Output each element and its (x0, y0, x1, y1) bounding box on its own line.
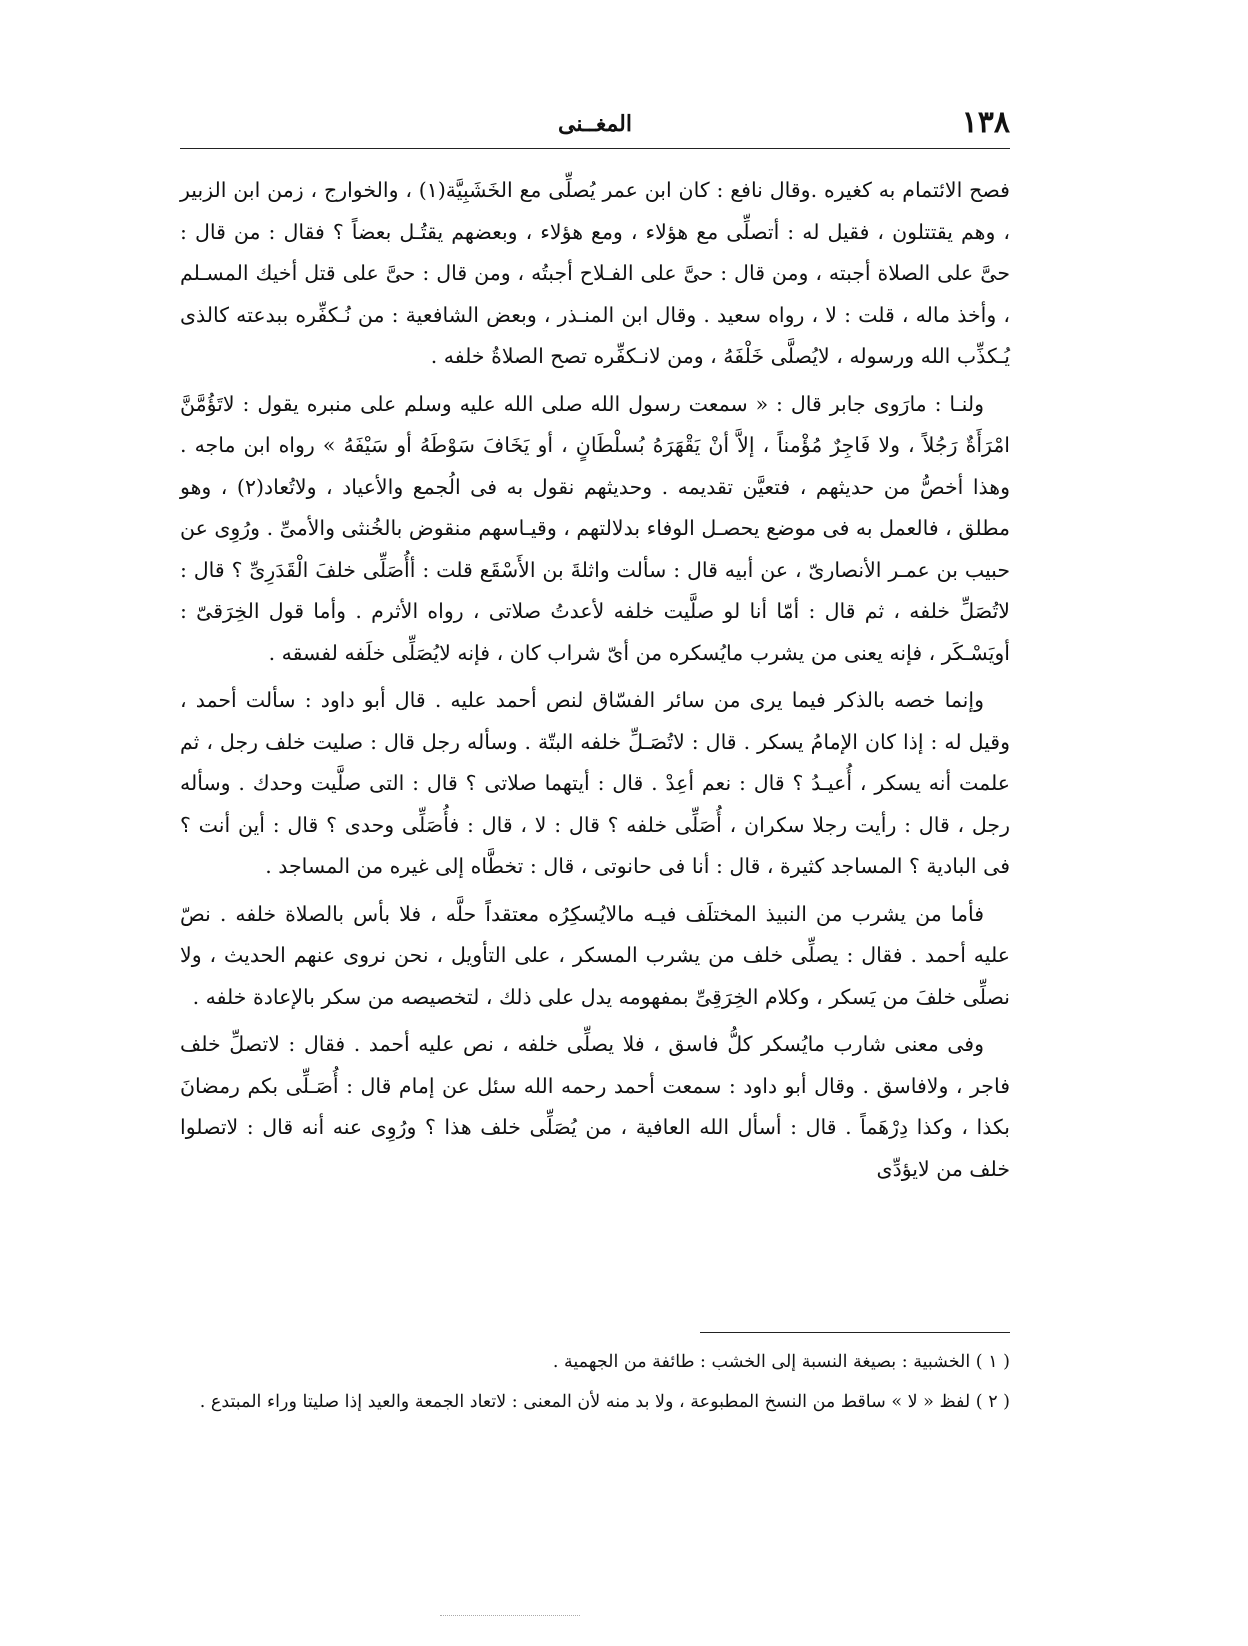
paragraph: فصح الائتمام به كغيره .وقال نافع : كان ابن عمر يُصلِّى مع الخَشَبِيَّة(١) ، والخوارج ، زمن ابن الزبير ، وهم يقتتلون ، فقيل له : أتصلِّى مع هؤلاء ، ومع هؤلاء ، وبعضهم يقتُـل بعضاً ؟ فقال : من قال : حىَّ على الصلاة أجبته ، ومن قال : حىَّ على الفـلاح أجبتُه ، ومن قال : حىَّ على قتل أخيك المسـلم ، وأخذ ماله ، قلت : لا ، رواه سعيد . وقال ابن المنـذر ، وبعض الشافعية : من نُـكفِّره ببدعته كالذى يُـكذِّب الله ورسوله ، لايُصلَّى خَلْفَهُ ، ومن لانـكفِّره تصح الصلاةُ خلفه . (180, 178, 1010, 368)
page-number: ١٣٨ (961, 105, 1010, 140)
main-text (180, 170, 1010, 1196)
footnotes (180, 1344, 1010, 1424)
running-title: المغــنى (557, 111, 632, 137)
footnote-divider (700, 1332, 1010, 1333)
paragraph: ولنـا : مارَوى جابر قال : « سمعت رسول الله صلى الله عليه وسلم على منبره يقول : لاتَؤُمَّنَّ امْرَأَةٌ رَجُلاً ، ولا فَاجِرٌ مُؤْمناً ، إلاَّ أنْ يَقْهَرَهُ بُسلْطَانٍ ، أو يَخَافَ سَوْطَهُ أو سَيْفَهُ » رواه ابن ماجه . وهذا أخصُّ من حديثهم ، فتعيَّن تقديمه . وحديثهم نقول به فى الُجمع والأعياد ، ولاتُعاد(٢) ، وهو مطلق ، فالعمل به فى موضع يحصـل الوفاء بدلالتهم ، وقيـاسهم منقوض بالخُنثى والأمىِّ . ورُوِى عن حبيب بن عمـر الأنصارىّ ، عن أبيه قال : سألت واثلةَ بن الأَسْقَع قلت : أأُصَلِّى خلفَ الْقَدَرِىِّ ؟ قال : لاتُصَلِّ خلفه ، ثم قال : أمّا أنا لو صلَّيت خلفه لأعدتُ صلاتى ، رواه الأثرم . وأما قول الخِرَقىّ : أويَسْـكَر ، فإنه يعنى من يشرب مايُسكره من أىّ شراب كان ، فإنه لايُصَلِّى خلَفه لفسقه . (179, 391, 1011, 665)
header-divider (180, 148, 1010, 149)
footnote: ( ٢ ) لفظ « لا » ساقط من النسخ المطبوعة ، ولا بد منه لأن المعنى : لاتعاد الجمعة والعيد إذا صليتا وراء المبتدع . (199, 1392, 1010, 1412)
page-header (180, 100, 1010, 146)
paragraph: فأما من يشرب من النبيذ المختلَف فيـه مالايُسكِرُه معتقداً حلَّه ، فلا بأس بالصلاة خلفه . نصّ عليه أحمد . فقال : يصلِّى خلف من يشرب المسكر ، على التأويل ، نحن نروى عنهم الحديث ، ولا نصلِّى خلفَ من يَسكر ، وكلام الخِرَقِىِّ بمفهومه يدل على ذلك ، لتخصيصه من سكر بالإعادة خلفه . (180, 901, 1010, 1009)
paragraph: وفى معنى شارب مايُسكر كلُّ فاسق ، فلا يصلِّى خلفه ، نص عليه أحمد . فقال : لاتصلِّ خلف فاجر ، ولافاسق . وقال أبو داود : سمعت أحمد رحمه الله سئل عن إمام قال : أُصَـلِّى بكم رمضانَ بكذا ، وكذا دِرْهَماً . قال : أسأل الله العافية ، من يُصَلِّى خلف هذا ؟ ورُوِى عنه أنه قال : لاتصلوا خلف من لايؤدِّى (180, 1032, 1010, 1181)
scan-artifact (440, 1615, 580, 1616)
paragraph: وإنما خصه بالذكر فيما يرى من سائر الفسّاق لنص أحمد عليه . قال أبو داود : سألت أحمد ، وقيل له : إذا كان الإمامُ يسكر . قال : لاتُصَـلِّ خلفه البتّة . وسأله رجل قال : صليت خلف رجل ، ثم علمت أنه يسكر ، أُعيـدُ ؟ قال : نعم أعِدْ . قال : أيتهما صلاتى ؟ قال : التى صلَّيت وحدك . وسأله رجل ، قال : رأيت رجلا سكران ، أُصَلِّى خلفه ؟ قال : لا ، قال : فأُصَلِّى وحدى ؟ قال : أين أنت ؟ فى البادية ؟ المساجد كثيرة ، قال : أنا فى حانوتى ، قال : تخطَّاه إلى غيره من المساجد . (180, 688, 1010, 878)
footnote: ( ١ ) الخشبية : بصيغة النسبة إلى الخشب : طائفة من الجهمية . (552, 1352, 1010, 1372)
